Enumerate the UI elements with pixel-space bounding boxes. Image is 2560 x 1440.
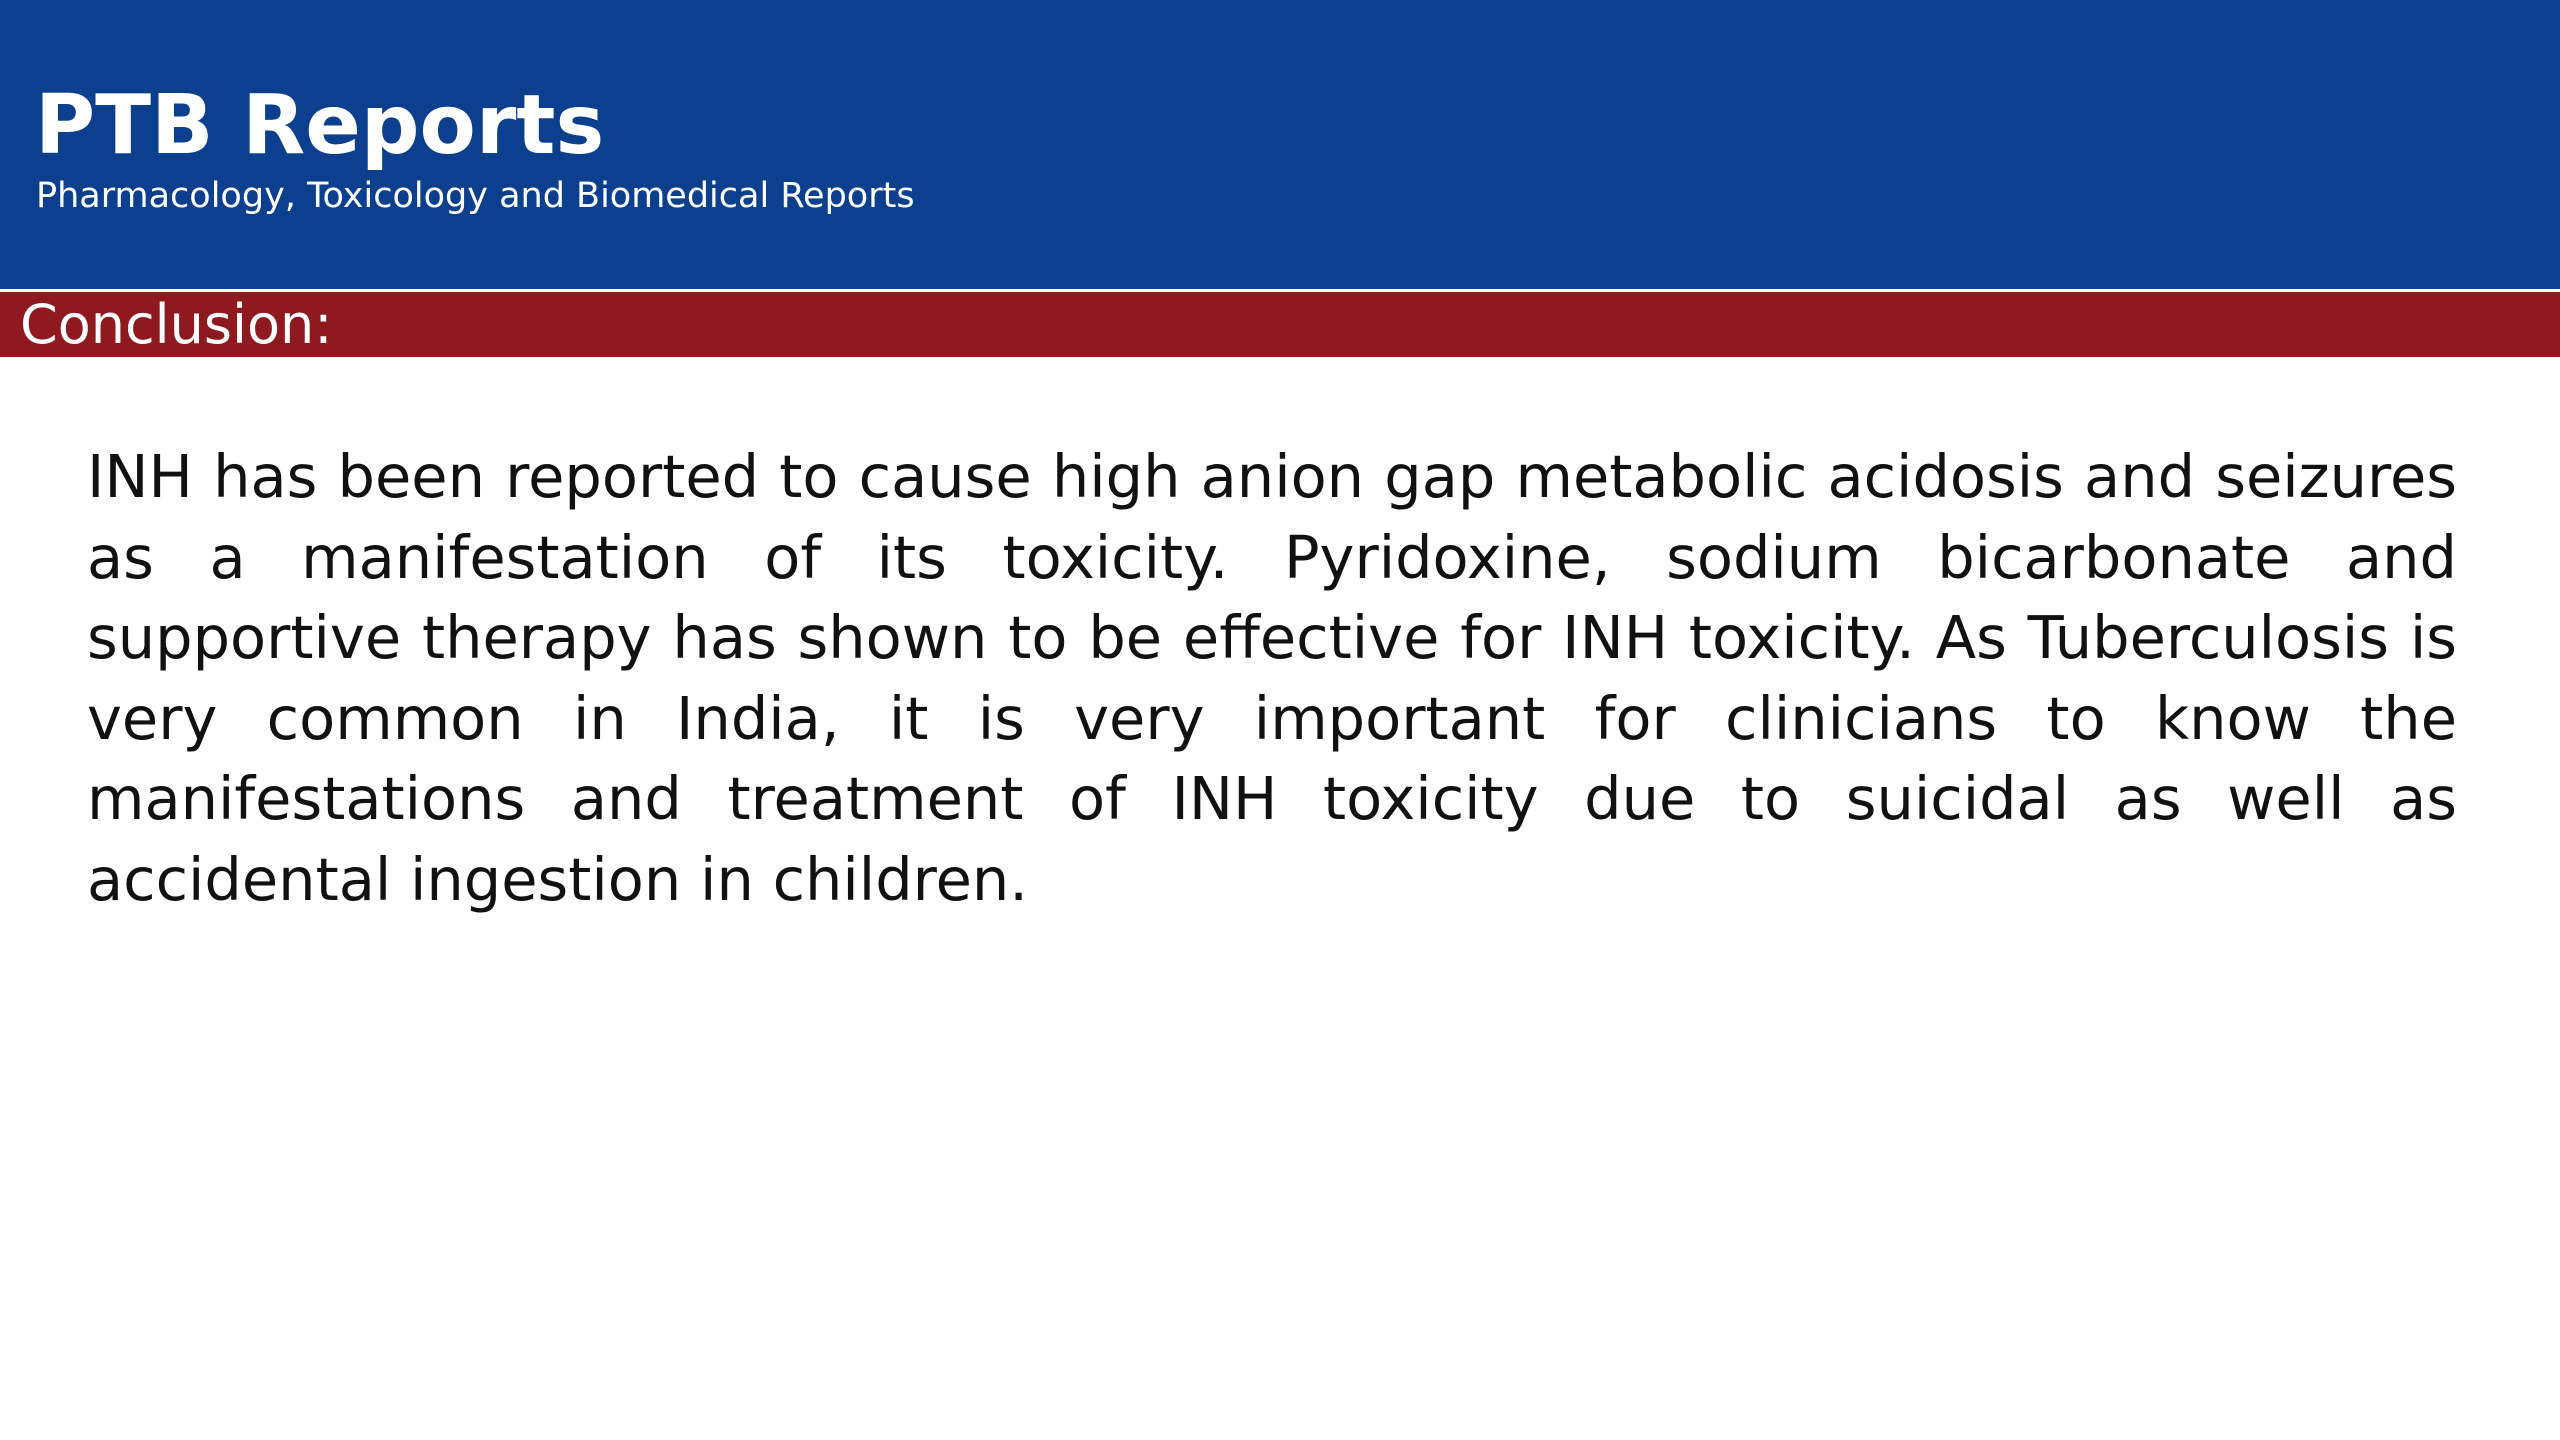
section-heading-bar (0, 292, 2560, 357)
journal-logo-title: PTB Reports (35, 78, 605, 173)
journal-subtitle: Pharmacology, Toxicology and Biomedical Reports (36, 176, 915, 216)
conclusion-paragraph: INH has been reported to cause high anion gap metabolic acidosis and seizures as a manifestation of its toxicity. Pyridoxine, sodium bicarbonate and supportive therapy has shown to be effective for INH toxicity. As Tuberculosis is very common in India, it is very important for clinicians to know the manifestations and treatment of INH toxicity due to suicidal as well as accidental ingestion in children. (87, 442, 2457, 914)
journal-header-banner (0, 0, 2560, 289)
section-title: Conclusion: (20, 293, 333, 356)
